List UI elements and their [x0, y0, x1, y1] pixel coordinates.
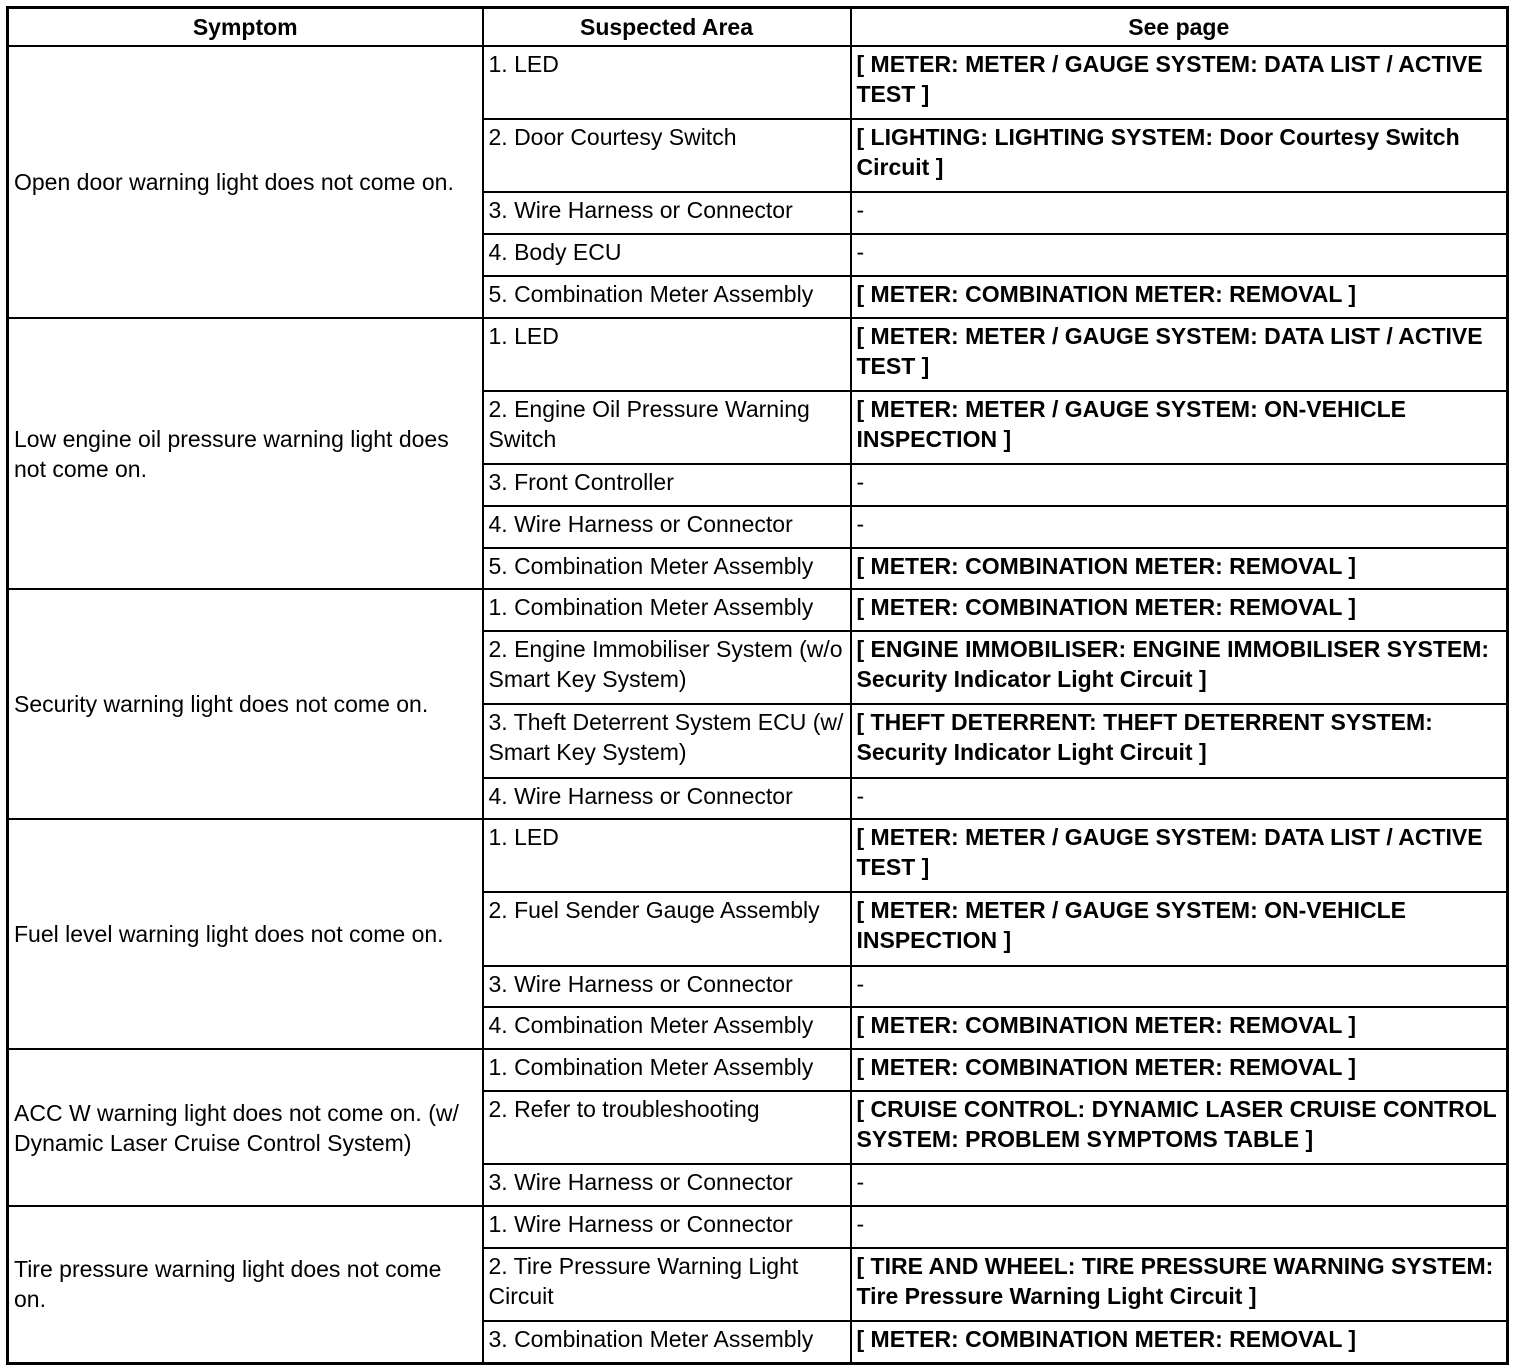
table-row [8, 1049, 1508, 1091]
symptom-cell: Low engine oil pressure warning light does not come on. [8, 318, 483, 590]
suspected-area-cell: 2. Door Courtesy Switch [483, 119, 851, 192]
see-page-link[interactable]: [ METER: COMBINATION METER: REMOVAL ] [851, 589, 1508, 631]
problem-symptoms-table [6, 6, 1509, 1365]
symptom-cell: Open door warning light does not come on. [8, 46, 483, 318]
symptom-cell: Security warning light does not come on. [8, 589, 483, 819]
suspected-area-cell: 3. Front Controller [483, 464, 851, 506]
see-page-cell: - [851, 1164, 1508, 1206]
suspected-area-cell: 5. Combination Meter Assembly [483, 276, 851, 318]
suspected-area-cell: 1. Combination Meter Assembly [483, 1049, 851, 1091]
suspected-area-cell: 4. Wire Harness or Connector [483, 778, 851, 820]
suspected-area-cell: 1. LED [483, 46, 851, 119]
suspected-area-cell: 4. Combination Meter Assembly [483, 1007, 851, 1049]
see-page-cell: - [851, 506, 1508, 548]
header-suspected-area: Suspected Area [483, 8, 851, 47]
see-page-cell: - [851, 464, 1508, 506]
see-page-link[interactable]: [ METER: COMBINATION METER: REMOVAL ] [851, 276, 1508, 318]
header-symptom: Symptom [8, 8, 483, 47]
table-row [8, 819, 1508, 892]
see-page-link[interactable]: [ METER: METER / GAUGE SYSTEM: DATA LIST / ACTIVE TEST ] [851, 46, 1508, 119]
suspected-area-cell: 3. Wire Harness or Connector [483, 966, 851, 1008]
suspected-area-cell: 3. Wire Harness or Connector [483, 1164, 851, 1206]
suspected-area-cell: 3. Wire Harness or Connector [483, 192, 851, 234]
see-page-link[interactable]: [ METER: COMBINATION METER: REMOVAL ] [851, 548, 1508, 590]
see-page-cell: - [851, 966, 1508, 1008]
symptom-cell: Fuel level warning light does not come on. [8, 819, 483, 1049]
see-page-cell: - [851, 778, 1508, 820]
see-page-link[interactable]: [ METER: COMBINATION METER: REMOVAL ] [851, 1049, 1508, 1091]
see-page-link[interactable]: [ TIRE AND WHEEL: TIRE PRESSURE WARNING SYSTEM: Tire Pressure Warning Light Circuit ] [851, 1248, 1508, 1321]
see-page-link[interactable]: [ CRUISE CONTROL: DYNAMIC LASER CRUISE CONTROL SYSTEM: PROBLEM SYMPTOMS TABLE ] [851, 1091, 1508, 1164]
table-row [8, 318, 1508, 391]
suspected-area-cell: 2. Tire Pressure Warning Light Circuit [483, 1248, 851, 1321]
table-row [8, 1206, 1508, 1248]
suspected-area-cell: 3. Theft Deterrent System ECU (w/ Smart Key System) [483, 704, 851, 777]
see-page-link[interactable]: [ METER: METER / GAUGE SYSTEM: ON-VEHICLE INSPECTION ] [851, 391, 1508, 464]
see-page-link[interactable]: [ METER: METER / GAUGE SYSTEM: DATA LIST / ACTIVE TEST ] [851, 318, 1508, 391]
suspected-area-cell: 5. Combination Meter Assembly [483, 548, 851, 590]
suspected-area-cell: 1. LED [483, 819, 851, 892]
suspected-area-cell: 2. Engine Oil Pressure Warning Switch [483, 391, 851, 464]
see-page-cell: - [851, 192, 1508, 234]
suspected-area-cell: 2. Engine Immobiliser System (w/o Smart Key System) [483, 631, 851, 704]
suspected-area-cell: 1. Wire Harness or Connector [483, 1206, 851, 1248]
suspected-area-cell: 2. Refer to troubleshooting [483, 1091, 851, 1164]
suspected-area-cell: 4. Body ECU [483, 234, 851, 276]
table-row [8, 46, 1508, 119]
symptom-cell: Tire pressure warning light does not come on. [8, 1206, 483, 1364]
see-page-link[interactable]: [ LIGHTING: LIGHTING SYSTEM: Door Courtesy Switch Circuit ] [851, 119, 1508, 192]
suspected-area-cell: 3. Combination Meter Assembly [483, 1321, 851, 1364]
see-page-cell: - [851, 1206, 1508, 1248]
see-page-link[interactable]: [ ENGINE IMMOBILISER: ENGINE IMMOBILISER SYSTEM: Security Indicator Light Circuit ] [851, 631, 1508, 704]
header-see-page: See page [851, 8, 1508, 47]
see-page-link[interactable]: [ THEFT DETERRENT: THEFT DETERRENT SYSTEM: Security Indicator Light Circuit ] [851, 704, 1508, 777]
see-page-link[interactable]: [ METER: METER / GAUGE SYSTEM: ON-VEHICLE INSPECTION ] [851, 892, 1508, 965]
see-page-link[interactable]: [ METER: METER / GAUGE SYSTEM: DATA LIST / ACTIVE TEST ] [851, 819, 1508, 892]
see-page-cell: - [851, 234, 1508, 276]
suspected-area-cell: 1. Combination Meter Assembly [483, 589, 851, 631]
symptom-cell: ACC W warning light does not come on. (w/ Dynamic Laser Cruise Control System) [8, 1049, 483, 1206]
suspected-area-cell: 1. LED [483, 318, 851, 391]
table-row [8, 589, 1508, 631]
suspected-area-cell: 4. Wire Harness or Connector [483, 506, 851, 548]
see-page-link[interactable]: [ METER: COMBINATION METER: REMOVAL ] [851, 1321, 1508, 1364]
see-page-link[interactable]: [ METER: COMBINATION METER: REMOVAL ] [851, 1007, 1508, 1049]
header-row [8, 8, 1508, 47]
suspected-area-cell: 2. Fuel Sender Gauge Assembly [483, 892, 851, 965]
